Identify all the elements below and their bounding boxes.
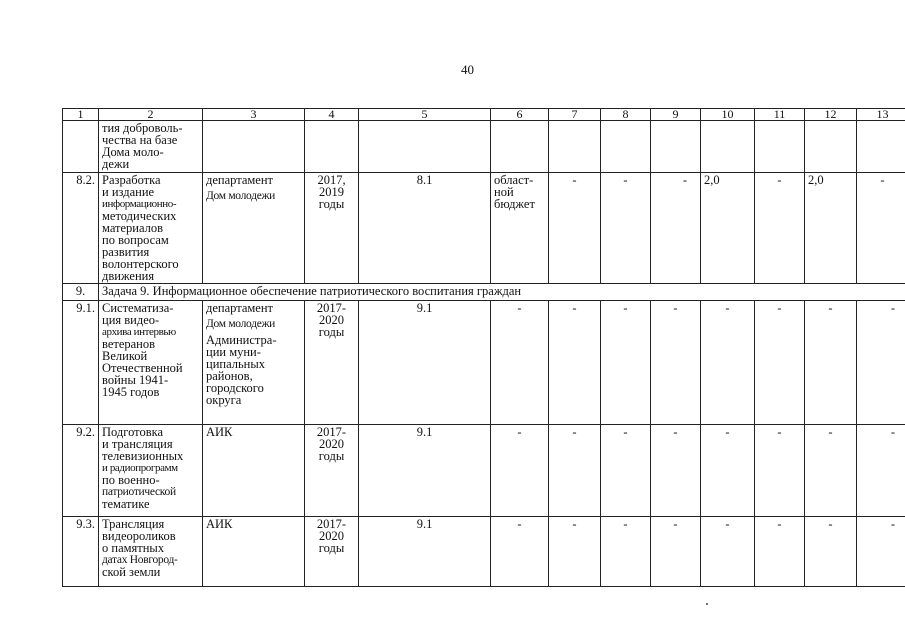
row-number-cell: 9.3.	[63, 517, 99, 587]
text-line: телевизионных	[102, 449, 184, 463]
value-text: -	[777, 425, 782, 439]
row-number-cell: 8.2.	[63, 173, 99, 284]
value-text: -	[777, 517, 782, 531]
text-line: годы	[318, 325, 345, 339]
value-text: -	[673, 517, 678, 531]
header-cell: 13	[857, 109, 905, 121]
header-cell: 12	[805, 109, 857, 121]
value-text: -	[572, 425, 577, 439]
header-cell: 3	[203, 109, 305, 121]
text-line: 2020	[319, 529, 344, 543]
text-line: Подготовка	[102, 425, 164, 439]
years-cell	[305, 517, 359, 587]
text-line: ции муни-	[206, 345, 261, 359]
header-cell: 5	[359, 109, 491, 121]
text-line: Отечественной	[102, 361, 183, 375]
empty-cell	[203, 121, 305, 173]
measure-name-cell	[99, 425, 203, 517]
text-line: департамент	[206, 173, 274, 187]
years-cell	[305, 173, 359, 284]
value-cell	[805, 301, 857, 425]
empty-cell	[651, 121, 701, 173]
value-cell	[755, 301, 805, 425]
value-cell	[549, 301, 601, 425]
header-cell: 4	[305, 109, 359, 121]
row-number-cell: 9.2.	[63, 425, 99, 517]
scan-speck	[706, 603, 708, 605]
text-line: по вопросам	[102, 233, 169, 247]
text-line: АИК	[206, 425, 233, 439]
page-number: 40	[461, 62, 474, 77]
value-text: -	[828, 425, 833, 439]
value-text: -	[517, 517, 522, 531]
value-text: -	[725, 301, 730, 315]
value-text: -	[828, 517, 833, 531]
header-cell: 9	[651, 109, 701, 121]
text-line: 1945 годов	[102, 385, 160, 399]
text-line: районов,	[206, 369, 253, 383]
empty-cell	[701, 121, 755, 173]
table-row	[63, 425, 905, 517]
text-line: Разработка	[102, 173, 161, 187]
empty-cell	[305, 121, 359, 173]
value-text: -	[673, 301, 678, 315]
executor-cell	[203, 301, 305, 425]
value-cell	[857, 173, 905, 284]
value-cell	[549, 517, 601, 587]
text-line: информационно-	[102, 198, 177, 210]
executor-cell	[203, 517, 305, 587]
text-line: дежи	[102, 157, 130, 171]
table-row	[63, 121, 905, 173]
text-line: Систематиза-	[102, 301, 174, 315]
text-line: годы	[318, 197, 345, 211]
text-line: 2017-	[316, 517, 347, 531]
executor-cell	[203, 425, 305, 517]
text-line: волонтерского	[102, 257, 179, 271]
text-line: округа	[206, 393, 242, 407]
header-cell: 6	[491, 109, 549, 121]
empty-cell	[755, 121, 805, 173]
text-line: годы	[318, 449, 345, 463]
value-text: 2,0	[704, 173, 720, 187]
row-number-cell: 9.1.	[63, 301, 99, 425]
text-line: и издание	[102, 185, 155, 199]
task-row	[63, 284, 905, 301]
value-cell	[601, 517, 651, 587]
value-cell	[805, 517, 857, 587]
text-line: 2020	[319, 313, 344, 327]
text-line: движения	[102, 269, 155, 283]
task-title-cell: Задача 9. Информационное обеспечение патриотического воспитания граждан	[99, 284, 905, 301]
value-cell	[601, 301, 651, 425]
text-line: чества на базе	[102, 133, 178, 147]
row-number-cell	[63, 121, 99, 173]
text-line: и трансляция	[102, 437, 173, 451]
value-text: -	[725, 517, 730, 531]
text-line: ция видео-	[102, 313, 160, 327]
measure-name-cell	[99, 301, 203, 425]
value-cell	[805, 173, 857, 284]
empty-cell	[491, 121, 549, 173]
value-cell	[601, 173, 651, 284]
value-text: 2,0	[808, 173, 824, 187]
value-cell	[701, 173, 755, 284]
text-line: 2017,	[317, 173, 346, 187]
value-cell	[651, 425, 701, 517]
empty-cell	[805, 121, 857, 173]
value-text: -	[572, 517, 577, 531]
text-line: Дом молодежи	[206, 190, 276, 202]
value-text: -	[890, 517, 895, 531]
text-line: 2019	[319, 185, 344, 199]
empty-cell	[601, 121, 651, 173]
value-text: -	[725, 425, 730, 439]
task-number-cell: 9.	[63, 284, 99, 301]
text-line: ской земли	[102, 565, 161, 579]
table-row	[63, 517, 905, 587]
text-line: городского	[206, 381, 264, 395]
table-row	[63, 301, 905, 425]
value-text: -	[517, 301, 522, 315]
text-line: област-	[494, 173, 534, 187]
text-line: Великой	[102, 349, 148, 363]
text-line: патриотической	[102, 486, 176, 498]
funding-source-cell	[491, 173, 549, 284]
value-cell	[701, 517, 755, 587]
header-cell: 8	[601, 109, 651, 121]
empty-cell	[549, 121, 601, 173]
measure-name-cell	[99, 121, 203, 173]
text-line: датах Новгород-	[102, 554, 178, 566]
text-line: 2017-	[316, 301, 347, 315]
text-line: бюджет	[494, 197, 535, 211]
value-text: -	[890, 301, 895, 315]
empty-cell	[857, 121, 905, 173]
text-line: архива интервью	[102, 326, 176, 338]
text-line: видеороликов	[102, 529, 176, 543]
value-cell	[549, 425, 601, 517]
value-cell	[651, 301, 701, 425]
header-cell: 7	[549, 109, 601, 121]
text-line: войны 1941-	[102, 373, 169, 387]
value-text: -	[682, 173, 687, 187]
value-text: -	[890, 425, 895, 439]
value-text: -	[623, 301, 628, 315]
header-cell: 2	[99, 109, 203, 121]
value-cell	[755, 173, 805, 284]
value-cell	[491, 425, 549, 517]
value-cell	[755, 517, 805, 587]
text-line: и радиопрограмм	[102, 462, 178, 474]
text-line: Дом молодежи	[206, 318, 276, 330]
value-text: -	[828, 301, 833, 315]
text-line: 2017-	[316, 425, 347, 439]
value-text: -	[880, 173, 885, 187]
value-text: -	[623, 517, 628, 531]
value-cell	[651, 173, 701, 284]
executor-cell	[203, 173, 305, 284]
value-cell	[601, 425, 651, 517]
value-text: -	[777, 173, 782, 187]
text-line: по военно-	[102, 473, 160, 487]
value-text: -	[517, 425, 522, 439]
value-cell	[805, 425, 857, 517]
header-row	[63, 109, 905, 121]
text-line: о памятных	[102, 541, 165, 555]
table-row	[63, 173, 905, 284]
value-cell	[857, 425, 905, 517]
header-cell: 10	[701, 109, 755, 121]
text-line: материалов	[102, 221, 164, 235]
value-cell	[755, 425, 805, 517]
value-cell	[857, 517, 905, 587]
target-indicator-cell: 9.1	[359, 517, 491, 587]
target-indicator-cell: 8.1	[359, 173, 491, 284]
text-line: 2020	[319, 437, 344, 451]
text-line: методических	[102, 209, 177, 223]
value-cell	[491, 301, 549, 425]
measure-name-cell	[99, 173, 203, 284]
text-line: ветеранов	[102, 337, 156, 351]
value-cell	[857, 301, 905, 425]
value-cell	[549, 173, 601, 284]
header-cell: 1	[63, 109, 99, 121]
value-cell	[651, 517, 701, 587]
text-line: тия доброволь-	[102, 121, 183, 135]
value-cell	[701, 301, 755, 425]
value-text: -	[572, 173, 577, 187]
value-text: -	[623, 173, 628, 187]
text-line: департамент	[206, 301, 274, 315]
value-text: -	[673, 425, 678, 439]
value-cell	[701, 425, 755, 517]
value-cell	[491, 517, 549, 587]
value-text: -	[572, 301, 577, 315]
plan-table	[62, 108, 905, 587]
target-indicator-cell: 9.1	[359, 301, 491, 425]
header-cell: 11	[755, 109, 805, 121]
value-text: -	[623, 425, 628, 439]
text-line: ципальных	[206, 357, 266, 371]
text-line: тематике	[102, 497, 150, 511]
target-indicator-cell: 9.1	[359, 425, 491, 517]
text-line: годы	[318, 541, 345, 555]
years-cell	[305, 425, 359, 517]
text-line: АИК	[206, 517, 233, 531]
measure-name-cell	[99, 517, 203, 587]
text-line: Администра-	[206, 333, 277, 347]
empty-cell	[359, 121, 491, 173]
text-line: ной	[494, 185, 514, 199]
text-line: Дома моло-	[102, 145, 164, 159]
years-cell	[305, 301, 359, 425]
value-text: -	[777, 301, 782, 315]
text-line: Трансляция	[102, 517, 165, 531]
text-line: развития	[102, 245, 150, 259]
